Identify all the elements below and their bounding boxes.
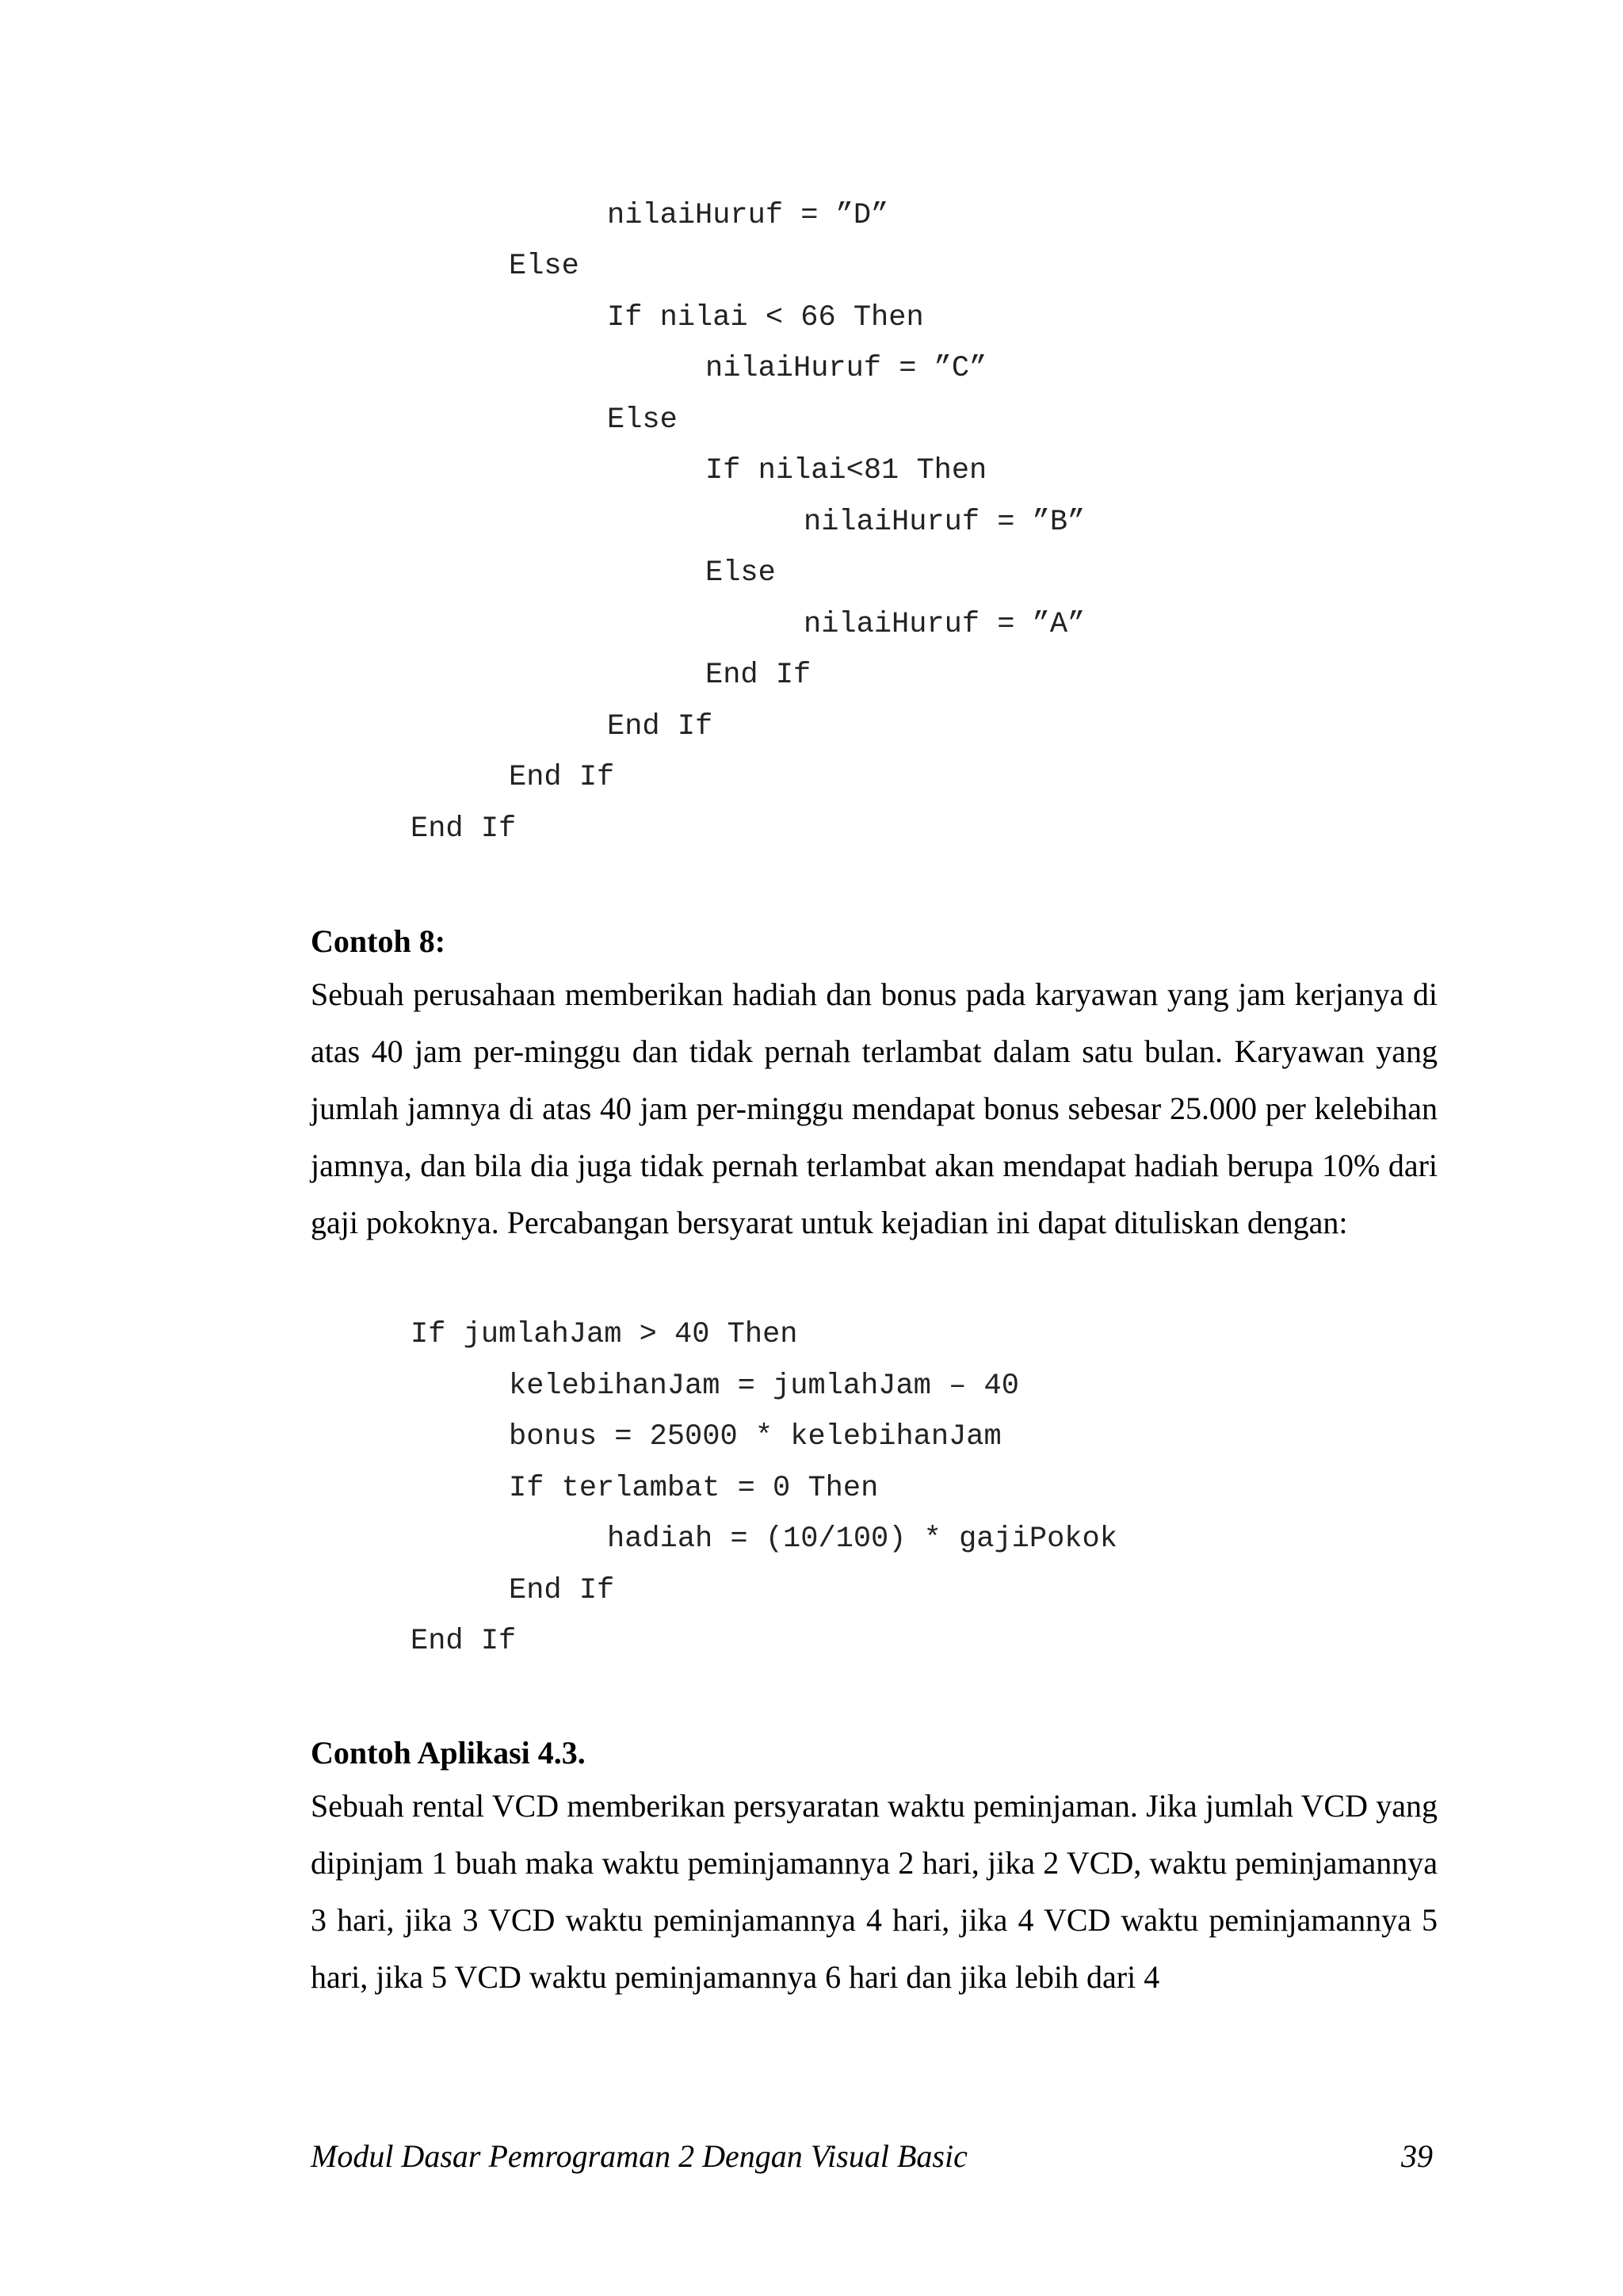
code-line: bonus = 25000 * kelebihanJam <box>509 1420 1002 1454</box>
code-line: If terlambat = 0 Then <box>509 1472 879 1505</box>
application-4-3-paragraph: Sebuah rental VCD memberikan persyaratan waktu peminjaman. Jika jumlah VCD yang dipinjam 1 buah maka waktu peminjamannya 2 hari, jika 2 VCD, waktu peminjamannya 3 hari, jika 3 VCD waktu peminjamannya 4 hari, jika 4 VCD waktu peminjamannya 5 hari, jika 5 VCD waktu peminjamannya 6 hari dan jika lebih dari 4 <box>311 1788 1438 1995</box>
code-line: kelebihanJam = jumlahJam – 40 <box>509 1370 1019 1403</box>
code-line: nilaiHuruf = ”B” <box>804 506 1086 539</box>
code-line: End If <box>509 761 615 794</box>
code-line: End If <box>607 710 713 743</box>
code-line: End If <box>509 1574 615 1607</box>
example-8-paragraph: Sebuah perusahaan memberikan hadiah dan bonus pada karyawan yang jam kerjanya di atas 40 jam per-minggu dan tidak pernah terlambat dalam satu bulan. Karyawan yang jumlah jamnya di atas 40 jam per-minggu mendapat bonus sebesar 25.000 per kelebihan jamnya, dan bila dia juga tidak pernah terlambat akan mendapat hadiah berupa 10% dari gaji pokoknya. Percabangan bersyarat untuk kejadian ini dapat dituliskan dengan: <box>311 976 1438 1240</box>
code-line: nilaiHuruf = ”D” <box>607 199 889 232</box>
footer-title: Modul Dasar Pemrograman 2 Dengan Visual Basic <box>311 2138 968 2174</box>
code-line: nilaiHuruf = ”A” <box>804 608 1086 641</box>
page-number: 39 <box>1401 2138 1433 2174</box>
code-line: End If <box>411 1625 517 1658</box>
code-line: If nilai<81 Then <box>705 454 987 487</box>
code-line: Else <box>509 250 579 283</box>
code-line: If jumlahJam > 40 Then <box>411 1318 798 1351</box>
code-line: nilaiHuruf = ”C” <box>705 352 987 385</box>
application-4-3-heading: Contoh Aplikasi 4.3. <box>311 1735 586 1771</box>
code-line: End If <box>411 812 517 846</box>
code-line: Else <box>607 403 678 437</box>
example-8-heading: Contoh 8: <box>311 923 446 959</box>
code-line: If nilai < 66 Then <box>607 301 924 334</box>
code-line: hadiah = (10/100) * gajiPokok <box>607 1522 1117 1556</box>
code-line: End If <box>705 659 812 692</box>
code-line: Else <box>705 556 776 590</box>
